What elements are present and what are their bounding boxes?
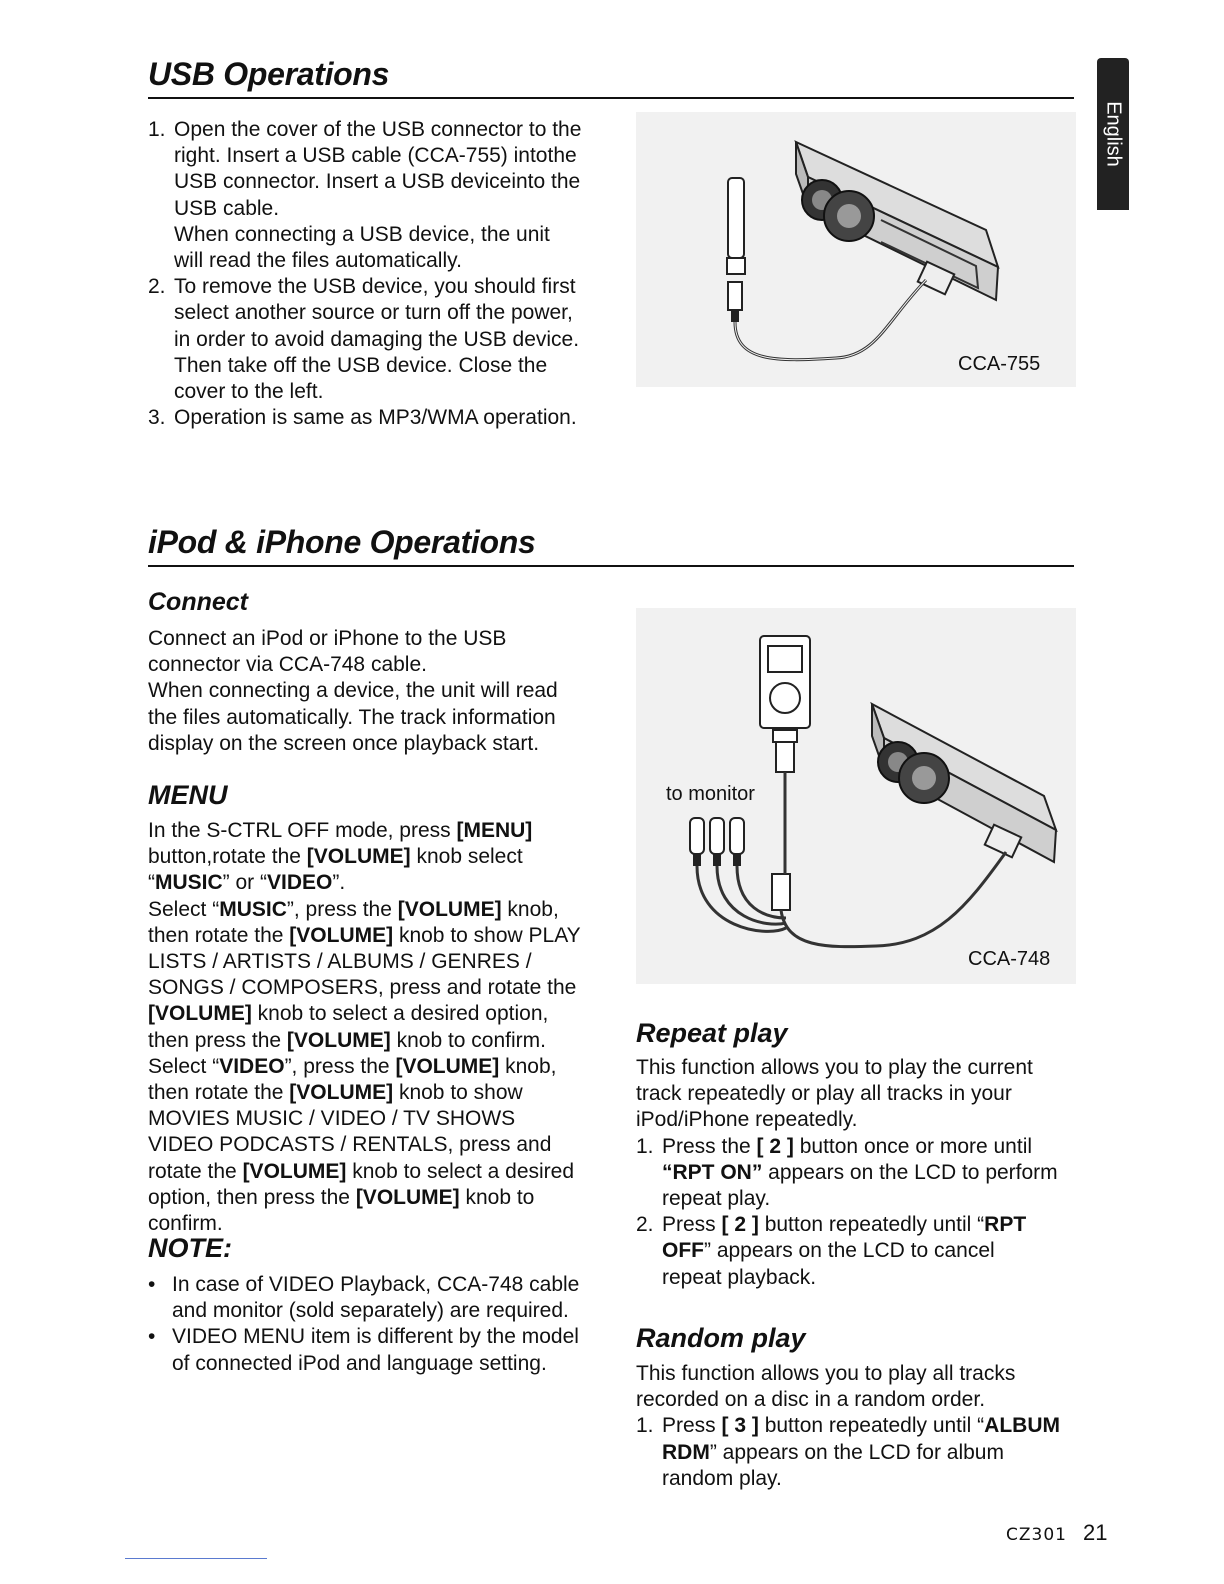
language-tab [1097, 58, 1129, 210]
usb-cable-label: CCA-755 [958, 353, 1041, 375]
ipod-cable-label: CCA-748 [968, 948, 1051, 970]
menu-text: In the S-CTRL OFF mode, press [MENU] button,rotate the [VOLUME] knob select “MUSIC” or “VIDEO”. Select “MUSIC”, press the [VOLUME] knob, then rotate the [VOLUME] knob to show PLAY LISTS / ARTISTS / ALBUMS / GENRES / SONGS / COMPOSERS, press and rotate the [VOLUME] knob to select a desired option, then press the [VOLUME] knob to confirm. Select “VIDEO”, press the [VOLUME] knob, then rotate the [VOLUME] knob to show MOVIES MUSIC / VIDEO / TV SHOWS VIDEO PODCASTS / RENTALS, press and rotate the [VOLUME] knob to select a desired option, then press the [VOLUME] knob to confirm. [148, 819, 581, 1236]
usb-plug-illustration [772, 874, 790, 910]
to-monitor-label: to monitor [666, 783, 755, 805]
model-number: CZ301 [1006, 1525, 1067, 1545]
note-item: • VIDEO MENU item is different by the model of connected iPod and language setting. [148, 1325, 579, 1375]
language-tab-label: English [1102, 101, 1125, 167]
random-play-heading: Random play [636, 1323, 806, 1353]
ipod-title-rule [148, 565, 1074, 567]
note-item: • In case of VIDEO Playback, CCA-748 cable and monitor (sold separately) are required. [148, 1273, 580, 1323]
ipod-section-title: iPod & iPhone Operations [148, 524, 536, 560]
usb-step-3: 3. Operation is same as MP3/WMA operation. [148, 406, 577, 430]
repeat-step-2: 2. Press [ 2 ] button repeatedly until “RPT OFF” appears on the LCD to cancel repeat playback. [636, 1213, 1027, 1289]
repeat-play-text: This function allows you to play the current track repeatedly or play all tracks in your iPod/iPhone repeatedly. 1. Press the [ 2 ] button once or more until “RPT ON” appears on the LCD to perform repeat play. 2. Press [ 2 ] button repeatedly until “RPT OFF” appears on the LCD to cancel repeat playback. [636, 1055, 1086, 1291]
menu-heading: MENU [148, 780, 228, 810]
repeat-play-heading: Repeat play [636, 1018, 788, 1048]
usb-section-title: USB Operations [148, 56, 390, 92]
usb-step-1: 1. Open the cover of the USB connector to the right. Insert a USB cable (CCA-755) intothe USB connector. Insert a USB deviceinto the USB cable. When connecting a USB device, the unit will read the files automatically. [148, 118, 582, 273]
usb-stick-illustration [727, 178, 745, 322]
repeat-step-1: 1. Press the [ 2 ] button once or more until “RPT ON” appears on the LCD to perform repeat play. [636, 1134, 1058, 1211]
footer-divider [125, 1558, 267, 1559]
connect-heading: Connect [148, 588, 248, 616]
ipod-connection-figure [636, 608, 1076, 984]
page-number: 21 [1082, 1520, 1108, 1545]
random-play-text: This function allows you to play all tracks recorded on a disc in a random order. 1. Press [ 3 ] button repeatedly until “ALBUM RDM” appears on the LCD for album random play. [636, 1361, 1086, 1492]
random-step-1: 1. Press [ 3 ] button repeatedly until “ALBUM RDM” appears on the LCD for album random play. [636, 1414, 1060, 1490]
note-heading: NOTE: [148, 1233, 232, 1263]
page-footer [1006, 1520, 1107, 1546]
usb-step-2: 2. To remove the USB device, you should first select another source or turn off the power, in order to avoid damaging the USB device. Then take off the USB device. Close the cover to the left. [148, 275, 580, 404]
usb-steps [148, 117, 610, 431]
connect-text: Connect an iPod or iPhone to the USB connector via CCA-748 cable. When connecting a device, the unit will read the files automatically. The track information display on the screen once playback start. [148, 627, 558, 755]
usb-title-rule [148, 97, 1074, 99]
note-list [148, 1272, 618, 1377]
usb-connection-figure [636, 112, 1076, 387]
rca-plugs-illustration [690, 818, 744, 866]
